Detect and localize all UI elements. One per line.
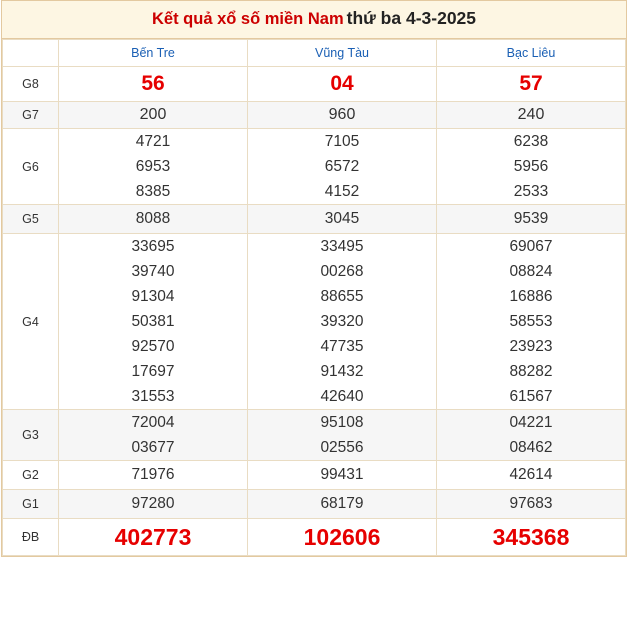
lottery-result-panel	[1, 0, 627, 557]
number-cell: 7105	[324, 133, 360, 150]
number-cell: 42640	[320, 388, 364, 405]
number-cell: 91304	[131, 288, 175, 305]
number-cell: 50381	[131, 313, 175, 330]
page-title	[2, 1, 626, 39]
prize-values-g2-vung-tau	[248, 461, 437, 490]
number-cell: 31553	[131, 388, 175, 405]
page-title-text: Kết quả xổ số miền Nam	[151, 10, 344, 28]
number-cell: 71976	[131, 466, 175, 483]
prize-values-g5-bac-lieu	[437, 205, 626, 234]
number-cell: 6953	[135, 158, 171, 175]
prize-values-g6-bac-lieu	[437, 129, 626, 205]
prize-values-g4-bac-lieu	[437, 234, 626, 410]
number-cell: 04221	[509, 414, 553, 431]
prize-values-g8-ben-tre	[59, 67, 248, 102]
province-header-ben-tre[interactable]: Bến Tre	[59, 40, 248, 67]
number-cell: 960	[328, 106, 356, 123]
prize-values-g5-ben-tre	[59, 205, 248, 234]
province-header-vung-tau[interactable]: Vũng Tàu	[248, 40, 437, 67]
province-header-bac-lieu[interactable]: Bạc Liêu	[437, 40, 626, 67]
table-row	[3, 67, 626, 102]
number-cell: 91432	[320, 363, 364, 380]
table-row	[3, 490, 626, 519]
number-cell: 17697	[131, 363, 175, 380]
prize-label-g4: G4	[3, 234, 59, 410]
number-cell: 33495	[320, 238, 364, 255]
number-cell: 57	[519, 72, 543, 95]
prize-column-header	[3, 40, 59, 67]
prize-values-db-bac-lieu	[437, 519, 626, 556]
number-cell: 33695	[131, 238, 175, 255]
prize-values-g8-bac-lieu	[437, 67, 626, 102]
prize-values-g7-ben-tre	[59, 102, 248, 129]
number-cell: 02556	[320, 439, 364, 456]
prize-values-g3-bac-lieu	[437, 410, 626, 461]
number-cell: 69067	[509, 238, 553, 255]
number-cell: 92570	[131, 338, 175, 355]
number-cell: 5956	[513, 158, 549, 175]
prize-values-g7-vung-tau	[248, 102, 437, 129]
prize-values-g6-ben-tre	[59, 129, 248, 205]
number-cell: 88282	[509, 363, 553, 380]
table-row	[3, 410, 626, 461]
number-cell: 23923	[509, 338, 553, 355]
number-cell: 97280	[131, 495, 175, 512]
prize-values-g2-ben-tre	[59, 461, 248, 490]
prize-label-g8: G8	[3, 67, 59, 102]
table-row	[3, 519, 626, 556]
table-row	[3, 102, 626, 129]
prize-label-g3: G3	[3, 410, 59, 461]
number-cell: 97683	[509, 495, 553, 512]
prize-values-g1-vung-tau	[248, 490, 437, 519]
number-cell: 68179	[320, 495, 364, 512]
prize-values-g1-ben-tre	[59, 490, 248, 519]
number-cell: 8088	[135, 210, 171, 227]
number-cell: 47735	[320, 338, 364, 355]
number-cell: 95108	[320, 414, 364, 431]
number-cell: 8385	[135, 183, 171, 200]
number-cell: 08462	[509, 439, 553, 456]
number-cell: 03677	[131, 439, 175, 456]
prize-values-db-vung-tau	[248, 519, 437, 556]
number-cell: 42614	[509, 466, 553, 483]
prize-label-g2: G2	[3, 461, 59, 490]
number-cell: 04	[330, 72, 354, 95]
number-cell: 16886	[509, 288, 553, 305]
number-cell: 88655	[320, 288, 364, 305]
table-header-row	[3, 40, 626, 67]
number-cell: 6238	[513, 133, 549, 150]
prize-label-db: ĐB	[3, 519, 59, 556]
prize-values-g8-vung-tau	[248, 67, 437, 102]
number-cell: 4721	[135, 133, 171, 150]
number-cell: 6572	[324, 158, 360, 175]
number-cell: 72004	[131, 414, 175, 431]
table-row	[3, 129, 626, 205]
prize-label-g5: G5	[3, 205, 59, 234]
prize-label-g7: G7	[3, 102, 59, 129]
number-cell: 4152	[324, 183, 360, 200]
number-cell: 99431	[320, 466, 364, 483]
number-cell: 00268	[320, 263, 364, 280]
number-cell: 58553	[509, 313, 553, 330]
number-cell: 3045	[324, 210, 360, 227]
prize-values-g3-vung-tau	[248, 410, 437, 461]
prize-values-g2-bac-lieu	[437, 461, 626, 490]
number-cell: 2533	[513, 183, 549, 200]
number-cell: 200	[139, 106, 167, 123]
table-row	[3, 461, 626, 490]
prize-values-g6-vung-tau	[248, 129, 437, 205]
prize-values-g1-bac-lieu	[437, 490, 626, 519]
number-cell: 345368	[492, 524, 570, 550]
results-table	[2, 39, 626, 556]
number-cell: 39740	[131, 263, 175, 280]
table-row	[3, 234, 626, 410]
number-cell: 9539	[513, 210, 549, 227]
page-title-date: thứ ba 4-3-2025	[346, 8, 477, 28]
number-cell: 61567	[509, 388, 553, 405]
number-cell: 56	[141, 72, 165, 95]
prize-label-g1: G1	[3, 490, 59, 519]
prize-values-db-ben-tre	[59, 519, 248, 556]
number-cell: 08824	[509, 263, 553, 280]
prize-label-g6: G6	[3, 129, 59, 205]
number-cell: 39320	[320, 313, 364, 330]
number-cell: 402773	[114, 524, 192, 550]
prize-values-g5-vung-tau	[248, 205, 437, 234]
prize-values-g3-ben-tre	[59, 410, 248, 461]
prize-values-g7-bac-lieu	[437, 102, 626, 129]
number-cell: 102606	[303, 524, 381, 550]
number-cell: 240	[517, 106, 545, 123]
table-row	[3, 205, 626, 234]
prize-values-g4-vung-tau	[248, 234, 437, 410]
prize-values-g4-ben-tre	[59, 234, 248, 410]
